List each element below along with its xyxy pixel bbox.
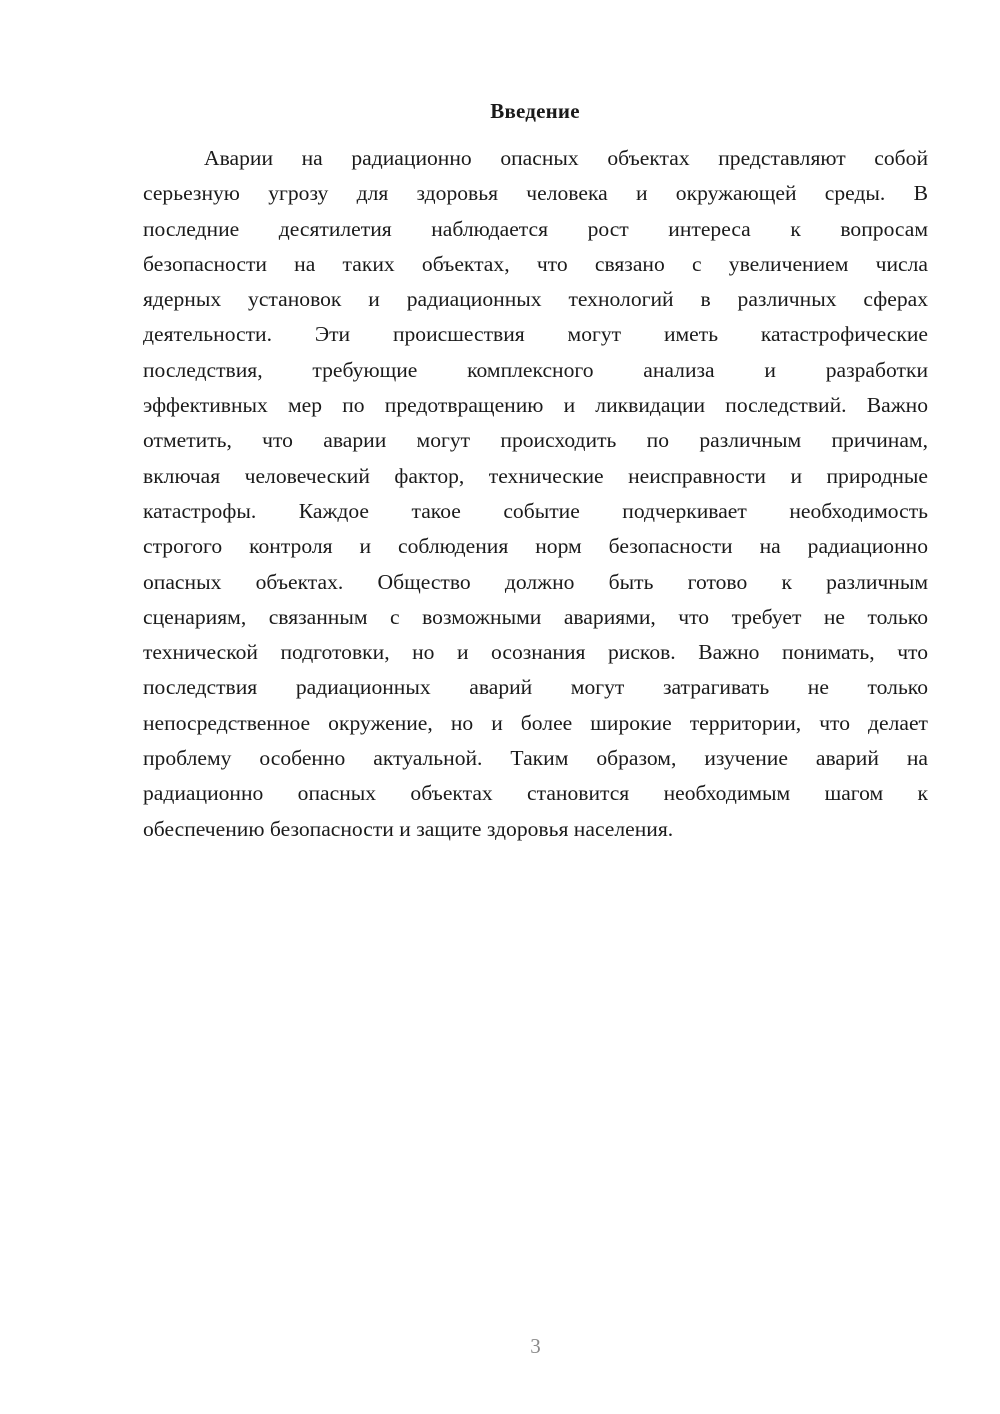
paragraph-line: включая человеческий фактор, технические неисправности и природные bbox=[143, 463, 928, 488]
paragraph-line: строгого контроля и соблюдения норм безопасности на радиационно bbox=[143, 534, 928, 559]
paragraph-line: серьезную угрозу для здоровья человека и окружающей среды. В bbox=[143, 181, 928, 206]
paragraph-line: опасных объектах. Общество должно быть готово к различным bbox=[143, 569, 928, 594]
paragraph-line: эффективных мер по предотвращению и ликвидации последствий. Важно bbox=[143, 393, 928, 418]
paragraph-line: последние десятилетия наблюдается рост интереса к вопросам bbox=[143, 216, 928, 241]
paragraph-line: катастрофы. Каждое такое событие подчеркивает необходимость bbox=[143, 498, 928, 523]
paragraph-line: непосредственное окружение, но и более широкие территории, что делает bbox=[143, 710, 928, 735]
paragraph-line: сценариям, связанным с возможными авариями, что требует не только bbox=[143, 604, 928, 629]
paragraph-line: Аварии на радиационно опасных объектах представляют собой bbox=[204, 146, 928, 170]
body-paragraph bbox=[143, 141, 928, 847]
section-heading: Введение bbox=[490, 99, 580, 123]
paragraph-line: обеспечению безопасности и защите здоровья населения. bbox=[143, 816, 674, 841]
paragraph-line: деятельности. Эти происшествия могут иметь катастрофические bbox=[143, 322, 928, 347]
paragraph-line: отметить, что аварии могут происходить по различным причинам, bbox=[143, 428, 928, 453]
page-number: 3 bbox=[530, 1334, 541, 1358]
paragraph-line: последствия, требующие комплексного анализа и разработки bbox=[143, 357, 928, 382]
paragraph-line: последствия радиационных аварий могут затрагивать не только bbox=[143, 675, 928, 700]
paragraph-line: радиационно опасных объектах становится необходимым шагом к bbox=[143, 781, 928, 806]
paragraph-line: технической подготовки, но и осознания рисков. Важно понимать, что bbox=[143, 640, 928, 665]
paragraph-line: безопасности на таких объектах, что связано с увеличением числа bbox=[143, 251, 928, 276]
paragraph-line: проблему особенно актуальной. Таким образом, изучение аварий на bbox=[143, 746, 928, 771]
paragraph-line: ядерных установок и радиационных технологий в различных сферах bbox=[143, 287, 928, 312]
